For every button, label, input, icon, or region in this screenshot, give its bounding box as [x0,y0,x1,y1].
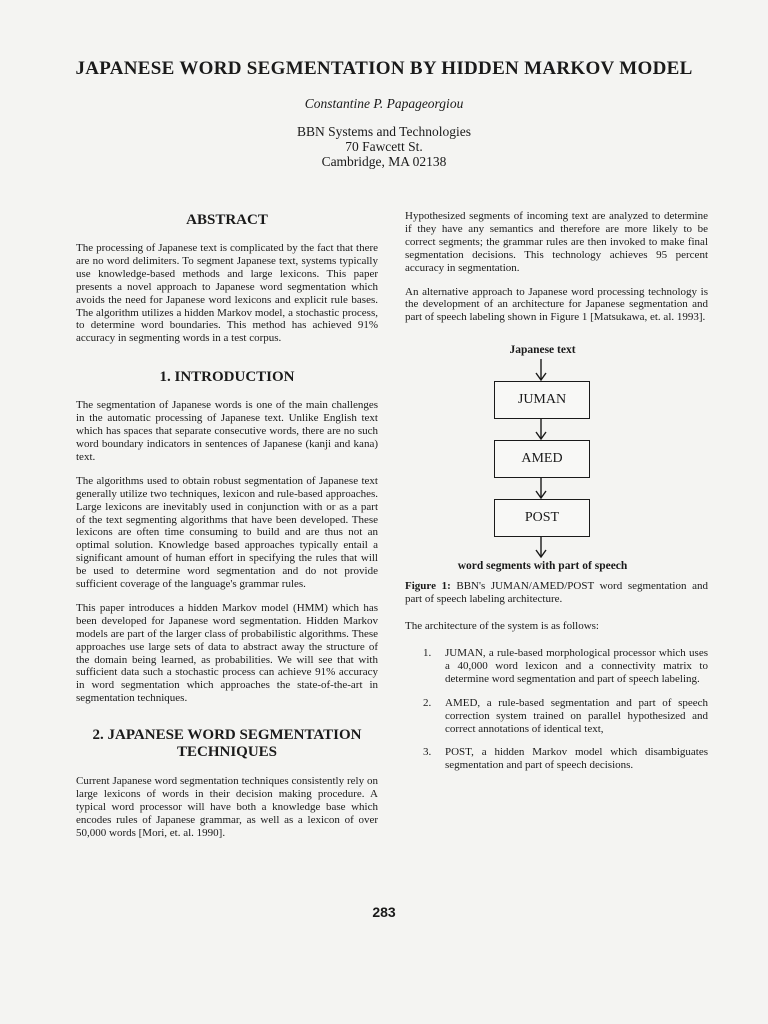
down-arrow-icon [531,418,551,440]
right-paragraph: Hypothesized segments of incoming text are analyzed to determine if they have any semantics and therefore are more likely to be correct segments; the grammar rules are then invoked to make final segmentation decisions. This technology achieves 95 percent accuracy in segmentation. [405,210,708,274]
left-column [76,210,378,840]
right-paragraph: An alternative approach to Japanese word processing technology is the development of an architecture for Japanese segmentation and part of speech labeling shown in Figure 1 [Matsukawa, et. al. 1993]. [405,285,708,324]
architecture-list [405,647,708,772]
figure-1-diagram [405,344,708,576]
list-item-number: 1. [423,646,432,659]
page-number: 283 [372,904,396,920]
list-item-number: 2. [423,696,432,709]
post-box: POST [494,499,590,537]
flow-input-label: Japanese text [509,344,576,357]
list-item-text: POST, a hidden Markov model which disambiguates segmentation and part of speech decisions. [445,746,708,772]
paper-title: JAPANESE WORD SEGMENTATION BY HIDDEN MARKOV MODEL [75,58,693,79]
architecture-intro: The architecture of the system is as follows: [405,620,599,633]
section2-heading [76,727,378,761]
figure-caption-text: BBN's JUMAN/AMED/POST word segmentation and part of speech labeling architecture. [405,580,708,606]
list-item [405,746,708,772]
list-item-number: 3. [423,746,432,759]
juman-box: JUMAN [494,381,590,419]
down-arrow-icon [531,359,551,381]
list-item [405,647,708,686]
author-name: Constantine P. Papageorgiou [304,96,464,111]
section2-heading-line2: TECHNIQUES [176,744,278,761]
abstract-heading: ABSTRACT [186,212,268,228]
section1-paragraph: The segmentation of Japanese words is one of the main challenges in the automatic processing of Japanese text. Unlike English text which has spaces that separate consecutive words, there are no such word boundary indicators in sentences of Japanese (kanji and kana) text. [76,399,378,463]
amed-box: AMED [494,440,590,478]
section1-paragraph: This paper introduces a hidden Markov model (HMM) which has been developed for Japanese word segmentation. Hidden Markov models are part of the larger class of probabilistic algorithms. These approaches use large sets of data to abstract away the structure of the domain being learned, as probabilities. We will see that with sufficient data such a stochastic process can achieve 91% accuracy in word segmentation which approaches the state-of-the-art in segmentation techniques. [76,601,378,705]
right-column [405,210,708,772]
list-item-text: JUMAN, a rule-based morphological processor which uses a 40,000 word lexicon and a connectivity matrix to determine word segmentation and part of speech labeling. [445,646,708,685]
affiliation-line: BBN Systems and Technologies [297,124,471,139]
list-item-text: AMED, a rule-based segmentation and part of speech correction system trained on parallel hypothesized and correct annotations of identical text, [445,696,708,735]
section2-paragraph: Current Japanese word segmentation techniques consistently rely on large lexicons of words in their decision making procedure. A typical word processor will have both a knowledge base which encodes rules of Japanese grammar, as well as a lexicon of over 50,000 words [Mori, et. al. 1990]. [76,775,378,839]
down-arrow-icon [531,536,551,558]
down-arrow-icon [531,477,551,499]
abstract-text: The processing of Japanese text is complicated by the fact that there are no word delimiters. To segment Japanese text, systems typically use knowledge-based methods and large lexicons. This paper presents a novel approach to Japanese word segmentation which avoids the need for Japanese word lexicons and explicit rule bases. The algorithm utilizes a hidden Markov model, a stochastic process, to determine word boundaries. This method has achieved 91% accuracy in segmenting words in a test corpus. [76,242,378,345]
figure-caption-label: Figure 1: [405,580,451,593]
section2-heading-line1: 2. JAPANESE WORD SEGMENTATION [92,727,362,744]
figure-caption [405,580,708,606]
affiliation [0,124,768,169]
flow-output-label: word segments with part of speech [457,560,628,573]
affiliation-line: 70 Fawcett St. [345,139,423,154]
list-item [405,697,708,736]
affiliation-line: Cambridge, MA 02138 [321,154,447,169]
section1-paragraph: The algorithms used to obtain robust segmentation of Japanese text generally utilize two techniques, lexicon and rule-based approaches. Large lexicons are inevitably used in conjunction with or as a part of the text segmenting algorithms that have been developed. These lexicons are often time consuming to build and are thus not an optimal solution. Knowledge based approaches typically entail a significant amount of human effort in specifying the rules that will be used to determine word segmentation and do not provide sufficient coverage of the language's grammar rules. [76,474,378,591]
section1-heading: 1. INTRODUCTION [159,369,295,386]
